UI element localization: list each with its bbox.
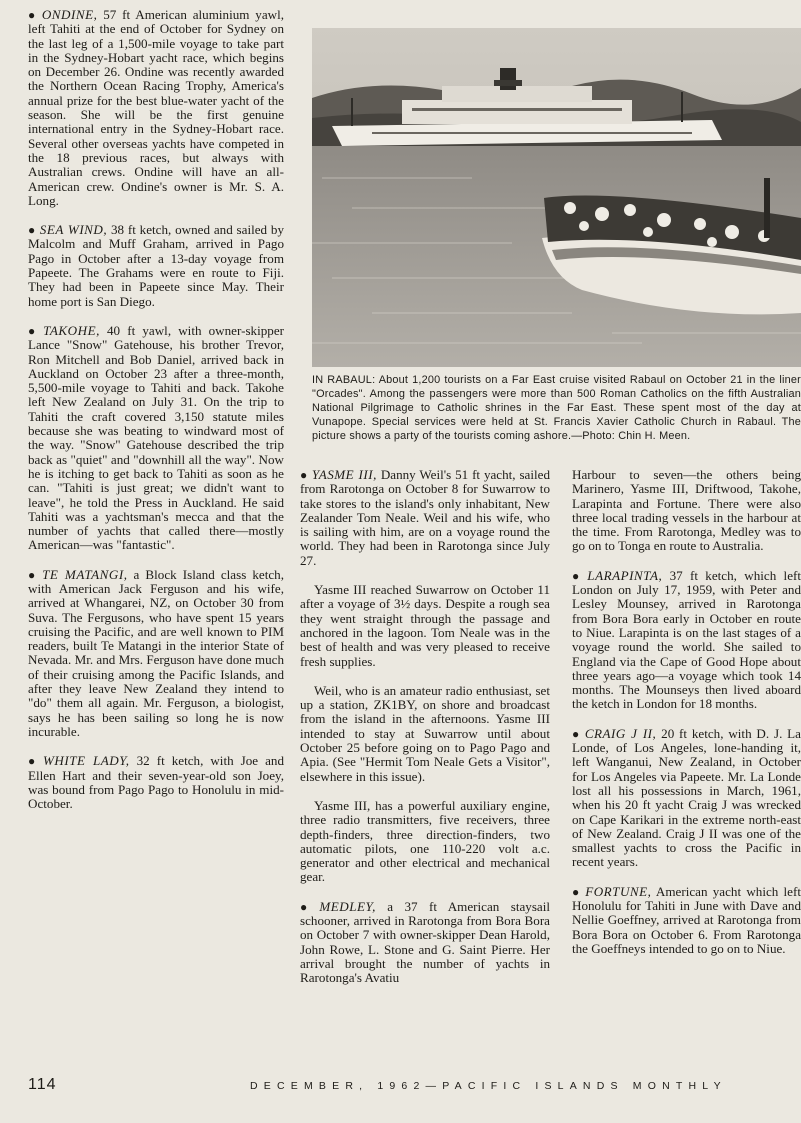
yacht-name: SEA WIND, <box>39 222 108 238</box>
ship-photo-illustration <box>312 28 801 367</box>
item-body: 37 ft ketch, which left London on July 17, 1959, with Peter and Lesley Mounsey, arrived in Rarotonga from Bora Bora early in October en route to Niue. Larapinta is on the last stages of a voyage round the world. She sailed to England via the Cape of Good Hope about three years ago—a voyage which took 14 months. The Mounseys then lived aboard the ketch in London for 18 months. <box>572 567 801 712</box>
bullet-icon: ● <box>300 468 308 482</box>
column-right <box>572 468 801 971</box>
bullet-icon: ● <box>28 8 38 22</box>
item-yasme-paragraph-2: Yasme III reached Suwarrow on October 11 after a voyage of 3½ days. Despite a rough sea they went straight through the passage and anchored in the lagoon. Tom Neale was in the best of health and was very pleased to receive fresh supplies. <box>300 582 550 669</box>
yacht-name: FORTUNE, <box>585 883 652 899</box>
item-ondine <box>28 8 284 208</box>
column-middle <box>300 468 550 1001</box>
bullet-icon: ● <box>572 568 584 583</box>
item-craig <box>572 727 801 870</box>
bullet-icon: ● <box>28 754 39 769</box>
item-medley <box>300 900 550 986</box>
column-left <box>28 8 284 826</box>
photo-caption: IN RABAUL: About 1,200 tourists on a Far East cruise visited Rabaul on October 21 in the liner "Orcades". Among the passengers were more than 500 Roman Catholics on the fifth Australian National Pilgrimage to Catholic shrines in the Far East. These spent most of the day at Vunapope. Special services were held at St. Francis Xavier Catholic Church in Rabaul. The picture shows a party of the tourists coming ashore.—Photo: Chin H. Meen. <box>312 374 801 442</box>
page-footer <box>28 1076 801 1098</box>
item-body: 20 ft ketch, with D. J. La Londe, of Los Angeles, lone-handing it, left Wanganui, New Zealand, in October for Los Angeles via Papeete. Mr. La Londe lost all his possessions in March, 1961, when his 20 ft yacht Craig J was wrecked on Cape Karikari in the extreme north-east of New Zealand. Craig J II was one of the smallest yachts to cross the Pacific in recent years. <box>572 725 801 870</box>
yacht-name: WHITE LADY, <box>42 753 130 769</box>
bullet-icon: ● <box>28 323 40 338</box>
item-body: 38 ft ketch, owned and sailed by Malcolm and Muff Graham, arrived in Pago Pago in October after a 13-day voyage from Papeete. The Grahams were en route to Fiji. They had been in Papeete since May. Their home port is San Diego. <box>28 222 285 309</box>
page-number: 114 <box>28 1076 57 1093</box>
item-white-lady <box>28 754 284 811</box>
item-yasme <box>300 468 550 568</box>
bullet-icon: ● <box>572 726 581 741</box>
item-fortune <box>572 885 801 956</box>
item-body: Danny Weil's 51 ft yacht, sailed from Rarotonga on October 8 for Suwarrow to take stores to the island's only inhabitant, New Zealander Tom Neale. Weil and his wife, who is sailing with him, are on a voyage round the world. They had been in Rarotonga since July 27. <box>300 467 551 568</box>
yacht-name: ONDINE, <box>41 7 98 22</box>
item-te-matangi <box>28 568 284 740</box>
item-body: a 37 ft American staysail schooner, arrived in Rarotonga from Bora Bora on October 7 with owner-skipper Dean Harold, John Rowe, L. Stone and G. Saint Pierre. Her arrival brought the number of yachts in Rarotonga's Avatiu <box>300 898 550 986</box>
yacht-name: TAKOHE, <box>43 322 100 338</box>
yacht-name: LARAPINTA, <box>587 567 663 583</box>
item-body: American yacht which left Honolulu for Tahiti in June with Dave and Nellie Goeffney, arrived at Rarotonga from Bora Bora on October 6. From Rarotonga the Goeffneys intended to go on to Niue. <box>572 883 801 956</box>
item-body: a Block Island class ketch, with American Jack Ferguson and his wife, arrived at Whangarei, NZ, on October 30 from Suva. The Fergusons, who have spent 15 years cruising the Pacific, and are well known to PIM readers, built Te Matangi in the interior State of Nevada. Mr. and Mrs. Ferguson have done much of their cruising among the Pacific Islands, and after they leave New Zealand they intend to "do" them all again. Mr. Ferguson, a biologist, says he has been sailing so long he is now incurable. <box>28 566 285 739</box>
item-body: 40 ft yawl, with owner-skipper Lance "Snow" Gatehouse, his brother Trevor, Ron Mitchell and Bob Daniel, arrived back in Auckland on October 23 after a three-month, 5,500-mile voyage to Tahiti and back. Takohe left New Zealand on July 31. On the trip to Tahiti the craft covered 3,150 statute miles because she was beating to windward most of the way. "Snow" Gatehouse described the trip back as "quiet" and "downhill all the way". Now he is itching to get back to Tahiti as soon as he can. "Tahiti is just great; we didn't want to leave", he told the Press in Auckland. He said Tahiti was a yachtsman's mecca and that the number of yachts that called there—mostly American—was "fantastic". <box>28 322 285 553</box>
yacht-name: TE MATANGI, <box>42 566 128 582</box>
yacht-name: CRAIG J II, <box>584 725 657 741</box>
photo-liner-orcades <box>312 28 801 367</box>
item-yasme-paragraph-3: Weil, who is an amateur radio enthusiast, set up a station, ZK1BY, on shore and broadcast from the island in the afternoons. Yasme III intended to stay at Suwarrow until about October 25 before going on to Pago Pago and Apia. (See "Hermit Tom Neale Gets a Visitor", elsewhere in this issue). <box>300 682 550 784</box>
item-takohe <box>28 324 284 553</box>
bullet-icon: ● <box>28 223 36 238</box>
yacht-name: MEDLEY, <box>319 898 376 914</box>
yacht-name: YASME III, <box>311 467 377 482</box>
bullet-icon: ● <box>28 567 39 582</box>
running-foot: DECEMBER, 1962—PACIFIC ISLANDS MONTHLY <box>250 1080 727 1092</box>
bullet-icon: ● <box>300 899 316 914</box>
item-larapinta <box>572 569 801 712</box>
item-body: 32 ft ketch, with Joe and Ellen Hart and their seven-year-old son Joey, was bound from Pago Pago to Honolulu in mid-October. <box>28 753 284 812</box>
item-body: 57 ft American aluminium yawl, left Tahiti at the end of October for Sydney on the last leg of a 1,500-mile voyage to take part in the Sydney-Hobart yacht race, which begins on December 26. Ondine was recently awarded the Northern Ocean Racing Trophy, America's annual prize for the best blue-water yacht of the season. She will be the first genuine international entry in the Sydney-Hobart race. Several other overseas yachts have competed in the 18 previous races, but always with Australian crews. Ondine will have an all-American crew. Ondine's owner is Mr. S. A. Long. <box>28 7 285 208</box>
item-yasme-paragraph-4: Yasme III, has a powerful auxiliary engine, three radio transmitters, five receivers, three depth-finders, three direction-finders, two automatic pilots, one 110-220 volt a.c. generator and other electrical and mechanical gear. <box>300 797 550 885</box>
bullet-icon: ● <box>572 884 582 899</box>
item-medley-continued: Harbour to seven—the others being Marinero, Yasme III, Driftwood, Takohe, Larapinta and Fortune. There were also three local trading vessels in the harbour at the time. From Rarotonga, Medley was to go on to Tonga en route to Australia. <box>572 468 801 554</box>
item-sea-wind <box>28 223 284 309</box>
